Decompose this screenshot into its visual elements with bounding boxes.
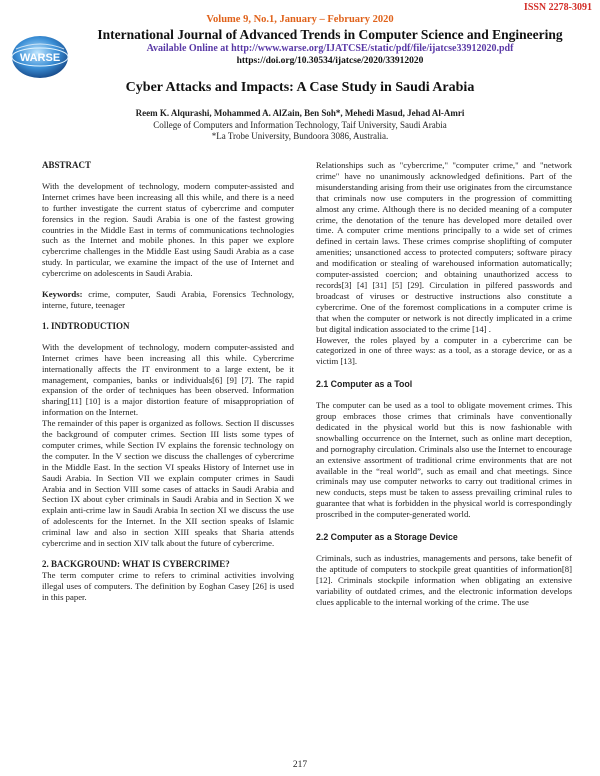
issn-label: ISSN 2278-3091 (523, 2, 592, 13)
right-paragraph-2: However, the roles played by a computer in a cybercrime can be categorized in one of three ways: as a tool, as a storage device, or as a victim [13]. (316, 334, 572, 367)
right-paragraph-1: Relationships such as "cybercrime," "computer crime," and "network crime" have no unanimously acknowledged definitions. Part of the misunderstanding arising from their use originates from the circumstance that criminals now use computers in the progression of committing almost any crime. Although there is no decided meaning of a computer crime, the denotation of the tenure has developed more detailed over time. A computer crime mentions principally to a wide set of crimes defined in certain laws. These crimes comprise shoplifting of computer amenities; unsanctioned access to protected computers; software piracy and modification or stealing of warehoused information automatically; computer-assisted coercion; and obtaining unauthorized access to records[3] [4] [31] [5] [29]. Circulation in pilfered passwords and broadcast of viruses or destructive instructions also constitute a cybercrime. One of the foremost complications in a computer crime is that when the computer or network is not directly implicated in a crime but digital indication associated to the crime [14] . (316, 160, 572, 334)
keywords-label: Keywords: (42, 289, 83, 300)
paper-title: Cyber Attacks and Impacts: A Case Study in Saudi Arabia (125, 80, 475, 95)
intro-paragraph-2: The remainder of this paper is organized as follows. Section II discusses the background of computer crimes. Section III lists some types of computer crimes, while Section IV explains the forensic technology on the computer. In the V section we discuss the challenges of cybercrime in the Middle East. In the section VI speaks History of Internet use in Saudi Arabia. In Section VII we explain computer crimes in Saudi Arabia and in Section VIII some cases of attacks in Saudi Arabia and Section IX about cyber criminals in Saudi Arabia and in Section X we explain anti-crime law in Saudi Arabia In section XI we discuss the use of adolescents for the Internet. In the XII section speaks of Islamic criminal law and also in section XIII speaks that Sharia attends cybercrime and in section XIV talk about the future of cybercrime. (42, 418, 294, 549)
intro-paragraph-1: With the development of technology, modern computer-assisted and Internet crimes have been increasing all this while. Cybercrime internationally affects the IT environment to a large extent, be it management, companies, banks or individuals[6] [9] [7]. The rapid expansion of the order of techniques has been observed. Information sharing[11] [10] is a major distortion feature of misappropriation of information on the Internet. (42, 341, 294, 418)
page-number: 217 (292, 760, 308, 770)
intro-heading: 1. INDTRODUCTION (42, 320, 130, 331)
computer-as-storage-paragraph: Criminals, such as industries, managements and persons, take benefit of the aptitude of computers to stockpile great quantities of information[8] [12]. Criminals stockpile information when obligating an extensive variability of outdated crimes, and the electronic information develops clues applicable to the internal working of the crime. The use (316, 553, 572, 607)
affiliation-1: College of Computers and Information Technology, Taif University, Saudi Arabia (153, 120, 447, 130)
paper-authors: Reem K. Alqurashi, Mohammed A. AlZain, Ben Soh*, Mehedi Masud, Jehad Al-Amri (135, 108, 465, 118)
logo-text: WARSE (19, 52, 61, 64)
journal-title: International Journal of Advanced Trends in Computer Science and Engineering (97, 27, 563, 42)
computer-as-tool-paragraph: The computer can be used as a tool to obligate movement crimes. This group embraces those crimes that criminals have conventionally dedicated in the physical world but this is now fashionable with snowballing occurrence on the Internet, such as online mart deception, and pornography circulation. Criminals also use the Internet to encourage an extensive assortment of traditional crime environments that are not available in the “real world”, such as email and chat meetings. Since criminals may use computer networks to carry out traditional crimes in new conducts, steps must be taken to assess prevailing criminal rules to guarantee that what is forbidden in the physical world is correspondingly proscribed in the computer-generated world. (316, 400, 572, 520)
affiliation-2: *La Trobe University, Bundoora 3086, Australia. (211, 131, 389, 141)
abstract-text: With the development of technology, modern computer-assisted and Internet crimes have been increasing all this while, and there is a need to further investigate the current status of cybercrime and computer forensics in the region. Saudi Arabia is one of the fastest growing countries in the Middle East in terms of communications technologies such as the Internet and mobile phones. In this paper we explore cybercrime challenges in the Middle East using Saudi Arabia as a case study. In particular, we examine the impact of the use of Internet and cybercrime on adolescents in Saudi Arabia. (42, 180, 294, 279)
computer-as-tool-heading: 2.1 Computer as a Tool (316, 379, 413, 390)
volume-line: Volume 9, No.1, January – February 2020 (206, 14, 394, 25)
abstract-heading: ABSTRACT (42, 160, 92, 170)
left-column (42, 160, 294, 603)
doi-link[interactable]: https://doi.org/10.30534/ijatcse/2020/33912020 (236, 56, 424, 66)
background-paragraph-1: The term computer crime to refers to criminal activities involving illegal uses of computers. The definition by Eoghan Casey [26] is used in this paper. (42, 569, 294, 602)
right-column (316, 160, 572, 608)
computer-as-storage-heading: 2.2 Computer as a Storage Device (316, 532, 458, 543)
available-online-link[interactable]: Available Online at http://www.warse.org/IJATCSE/static/pdf/file/ijatcse33912020.pdf (146, 43, 514, 54)
background-heading: 2. BACKGROUND: WHAT IS CYBERCRIME? (42, 559, 230, 569)
keywords-text: crime, computer, Saudi Arabia, Forensics Technology, interne, future, teenager (42, 289, 294, 310)
keywords (42, 289, 294, 311)
